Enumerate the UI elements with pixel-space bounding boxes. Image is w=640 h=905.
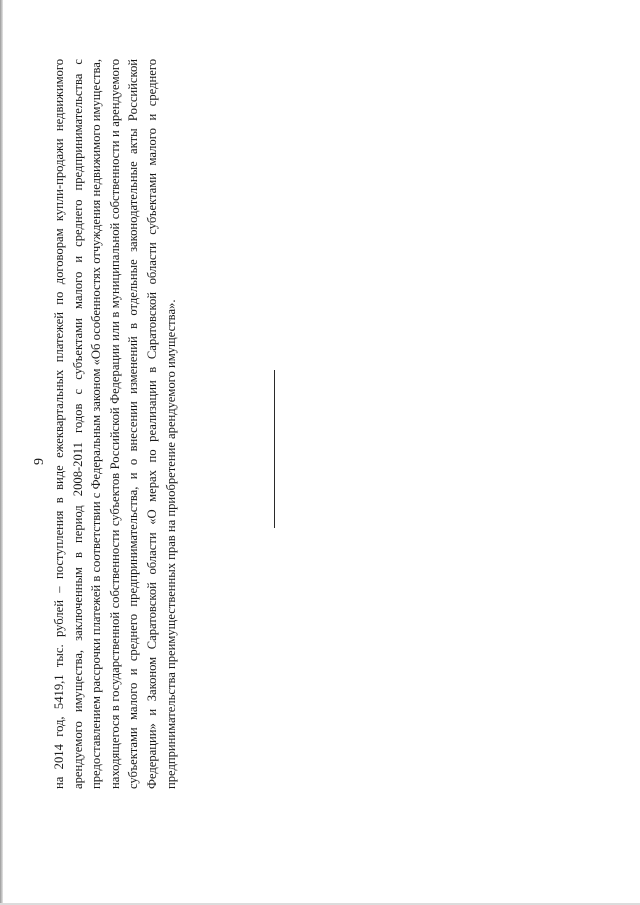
page-number: 9 — [32, 458, 47, 465]
body-paragraph: на 2014 год, 5419,1 тыс. рублей – поступления в виде ежеквартальных платежей по договорам купли-продажи недвижимого арендуемого имущества, заключенным в период 2008-2011 годов с субъектами малого и среднего предпринимательства с предоставлением рассрочки платежей в соответствии с Федеральным законом «Об особенностях отчуждения недвижимого имущества, находящегося в государственной собственности субъектов Российской Федерации или в муниципальной собственности и арендуемого субъектами малого и среднего предпринимательства, и о внесении изменений в отдельные законодательные акты Российской Федерации» и Законом Саратовской области «О мерах по реализации в Саратовской области субъектами малого и среднего предпринимательства преимущественных прав на приобретение арендуемого имущества». — [52, 59, 178, 789]
end-divider-line — [274, 370, 275, 528]
